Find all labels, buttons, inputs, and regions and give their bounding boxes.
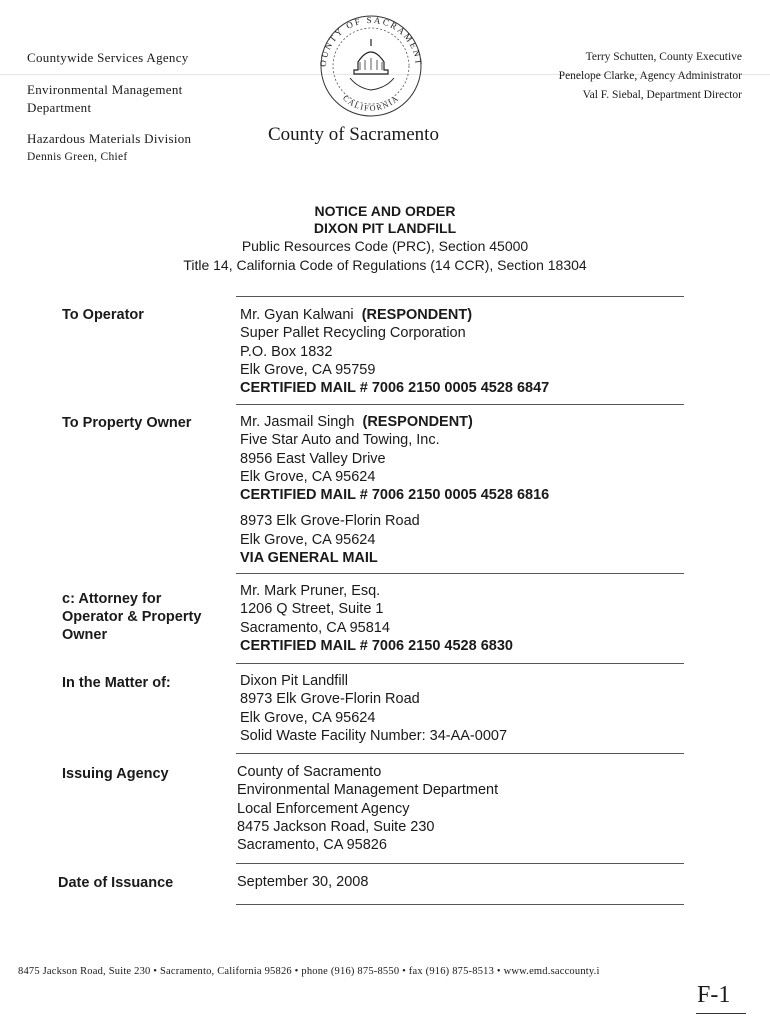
owner-certified: CERTIFIED MAIL # 7006 2150 0005 4528 6816 — [240, 487, 550, 504]
page-mark: F-1 — [697, 982, 731, 1008]
division-chief: Dennis Green, Chief — [27, 151, 128, 163]
matter-label: In the Matter of: — [62, 675, 171, 691]
seal-bottom-text: CALIFORNIA — [341, 93, 401, 113]
county-title: County of Sacramento — [268, 124, 439, 145]
owner-line: Five Star Auto and Towing, Inc. — [240, 432, 440, 449]
agency-label: Issuing Agency — [62, 766, 169, 782]
agency-line: Local Enforcement Agency — [237, 800, 410, 817]
owner-role: (RESPONDENT) — [362, 414, 473, 430]
attorney-certified: CERTIFIED MAIL # 7006 2150 4528 6830 — [240, 637, 513, 654]
owner-via: VIA GENERAL MAIL — [240, 550, 378, 567]
agency-block — [237, 763, 498, 854]
svg-text:CALIFORNIA — [341, 93, 401, 112]
owner-label: To Property Owner — [62, 415, 192, 431]
department-name-2: Department — [27, 100, 92, 115]
agency-line: Sacramento, CA 95826 — [237, 837, 387, 854]
attorney-line: Sacramento, CA 95814 — [240, 619, 390, 636]
owner-line-2: Elk Grove, CA 95624 — [240, 531, 376, 548]
seal-top-text: OUNTY OF SACRAMENT — [317, 14, 425, 68]
owner-line: 8956 East Valley Drive — [240, 450, 386, 467]
owner-line-2: 8973 Elk Grove-Florin Road — [240, 513, 420, 530]
operator-label: To Operator — [62, 307, 144, 323]
attorney-block — [240, 582, 513, 655]
agency-line: Environmental Management Department — [237, 782, 499, 799]
owner-block — [240, 413, 549, 567]
attorney-line: 1206 Q Street, Suite 1 — [240, 601, 384, 618]
operator-line: P.O. Box 1832 — [240, 343, 333, 360]
issuance-date: September 30, 2008 — [237, 874, 369, 890]
owner-name: Mr. Jasmail Singh — [240, 414, 355, 430]
operator-line: Super Pallet Recycling Corporation — [240, 325, 466, 342]
matter-line: Elk Grove, CA 95624 — [240, 709, 376, 726]
date-label: Date of Issuance — [58, 875, 174, 891]
matter-line: Dixon Pit Landfill — [240, 673, 348, 689]
agency-name: Countywide Services Agency — [27, 50, 189, 65]
agency-line: 8475 Jackson Road, Suite 230 — [237, 818, 435, 835]
title-line-1: NOTICE AND ORDER — [314, 203, 456, 219]
owner-line: Elk Grove, CA 95624 — [240, 468, 376, 485]
county-seal — [310, 12, 432, 120]
agency-administrator: Penelope Clarke, Agency Administrator — [558, 70, 742, 82]
attorney-label: c: Attorney for Operator & Property Owner — [62, 591, 202, 643]
officials-list — [559, 48, 742, 105]
attorney-line: Mr. Mark Pruner, Esq. — [240, 583, 381, 599]
agency-line: County of Sacramento — [237, 764, 382, 780]
svg-text:COUNTY OF SACRAMENTO — [310, 12, 424, 67]
title-line-3: Public Resources Code (PRC), Section 45000 — [241, 238, 529, 254]
notice-title — [0, 203, 770, 275]
operator-block — [240, 306, 549, 397]
operator-line: Elk Grove, CA 95759 — [240, 361, 376, 378]
title-line-4: Title 14, California Code of Regulations (14 CCR), Section 18304 — [183, 257, 587, 273]
matter-block — [240, 672, 507, 745]
footer-contact: 8475 Jackson Road, Suite 230 • Sacramento, California 95826 • phone (916) 875-8550 • fax (916) 875-8513 • www.emd.saccounty.i — [18, 966, 600, 977]
operator-certified: CERTIFIED MAIL # 7006 2150 0005 4528 6847 — [240, 380, 550, 397]
division-name: Hazardous Materials Division — [27, 131, 192, 146]
matter-line: 8973 Elk Grove-Florin Road — [240, 691, 420, 708]
county-executive: Terry Schutten, County Executive — [585, 51, 742, 63]
operator-name: Mr. Gyan Kalwani — [240, 307, 354, 323]
operator-role: (RESPONDENT) — [361, 307, 473, 323]
matter-line: Solid Waste Facility Number: 34-AA-0007 — [240, 727, 508, 744]
department-name: Environmental Management — [27, 82, 183, 97]
department-director: Val F. Siebal, Department Director — [582, 89, 742, 101]
title-line-2: DIXON PIT LANDFILL — [313, 220, 457, 236]
